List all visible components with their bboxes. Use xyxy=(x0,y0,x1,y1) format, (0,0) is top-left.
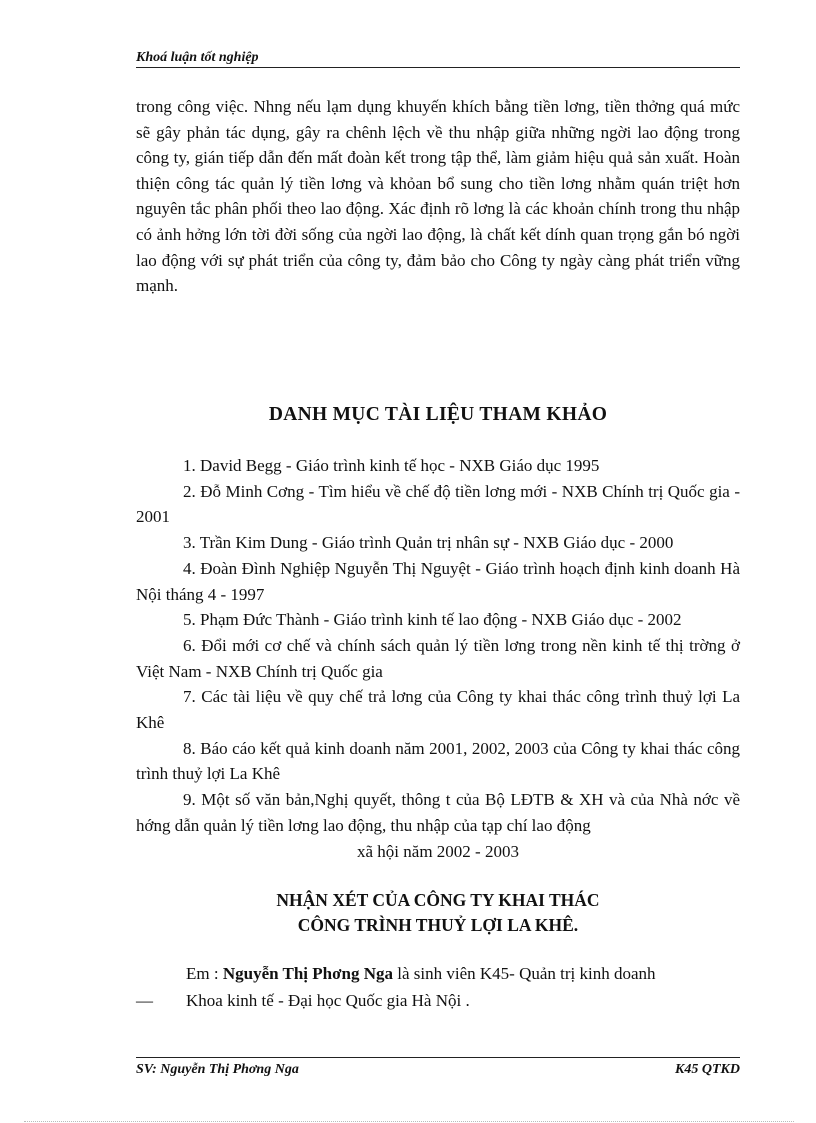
page-header: Khoá luận tốt nghiệp xyxy=(136,50,740,68)
reference-item: 1. David Begg - Giáo trình kinh tế học - NXB Giáo dục 1995 xyxy=(183,456,600,475)
reference-item: 4. Đoàn Đình Nghiệp Nguyễn Thị Nguyệt - Giáo trình hoạch định kinh doanh Hà Nội tháng 4 - 1997 xyxy=(136,558,740,604)
reference-item: 2. Đỗ Minh Cơng - Tìm hiểu về chế độ tiền lơng mới - NXB Chính trị Quốc gia - 2001 xyxy=(136,481,740,527)
reference-item: 8. Báo cáo kết quả kinh doanh năm 2001, 2002, 2003 của Công ty khai thác công trình thuỷ lợi La Khê xyxy=(136,738,740,784)
footer-class: K45 QTKD xyxy=(675,1062,740,1076)
intro-paragraph: trong công việc. Nhng nếu lạm dụng khuyến khích bằng tiền lơng, tiền thởng quá mức sẽ gây phản tác dụng, gây ra chênh lệch về thu nhập giữa những ngời lao động trong công ty, gián tiếp dẫn đến mất đoàn kết trong tập thể, làm giảm hiệu quả sản xuất. Hoàn thiện công tác quản lý tiền lơng và khỏan bổ sung cho tiền lơng nhằm quán triệt hơn nguyên tắc phân phối theo lao động. Xác định rõ lơng là các khoản chính trong thu nhập có ảnh hởng lớn tời đời sống của ngời lao động, là chất kết dính quan trọng gắn bó ngời lao động với sự phát triển của công ty, đảm bảo cho Công ty ngày càng phát triển vững mạnh. xyxy=(136,97,740,296)
reference-item: 5. Phạm Đức Thành - Giáo trình kinh tế lao động - NXB Giáo dục - 2002 xyxy=(183,610,682,630)
review-prefix: Em : xyxy=(186,964,223,983)
review-faculty: Khoa kinh tế - Đại học Quốc gia Hà Nội . xyxy=(186,991,470,1010)
page-footer xyxy=(136,1057,740,1076)
reference-list xyxy=(136,453,740,864)
reference-item: 9. Một số văn bản,Nghị quyết, thông t của Bộ LĐTB & XH và của Nhà nớc về hớng dẫn quản lý tiền lơng lao động, thu nhập của tạp chí lao động xyxy=(136,790,740,835)
student-name: Nguyễn Thị Phơng Nga xyxy=(222,964,394,983)
page-edge-divider xyxy=(24,1121,794,1122)
review-line xyxy=(136,987,740,1014)
review-title-line: NHẬN XÉT CỦA CÔNG TY KHAI THÁC xyxy=(276,890,600,910)
footer-student: SV: Nguyễn Thị Phơng Nga xyxy=(136,1062,299,1076)
references-title: DANH MỤC TÀI LIỆU THAM KHẢO xyxy=(268,404,608,425)
reference-item-continuation: xã hội năm 2002 - 2003 xyxy=(357,841,519,861)
review-title xyxy=(136,888,740,938)
reference-item: 3. Trần Kim Dung - Giáo trình Quản trị nhân sự - NXB Giáo dục - 2000 xyxy=(183,533,674,553)
review-suffix: là sinh viên K45- Quản trị kinh doanh xyxy=(393,964,656,983)
review-line xyxy=(136,960,740,987)
dash-mark: — xyxy=(136,991,153,1010)
reference-item: 7. Các tài liệu về quy chế trả lơng của Công ty khai thác công trình thuỷ lợi La Khê xyxy=(136,687,740,733)
review-title-line: CÔNG TRÌNH THUỶ LỢI LA KHÊ. xyxy=(297,915,579,935)
review-body xyxy=(136,960,740,1014)
reference-item: 6. Đổi mới cơ chế và chính sách quản lý tiền lơng trong nền kinh tế thị trờng ở Việt Nam - NXB Chính trị Quốc gia xyxy=(136,635,740,681)
